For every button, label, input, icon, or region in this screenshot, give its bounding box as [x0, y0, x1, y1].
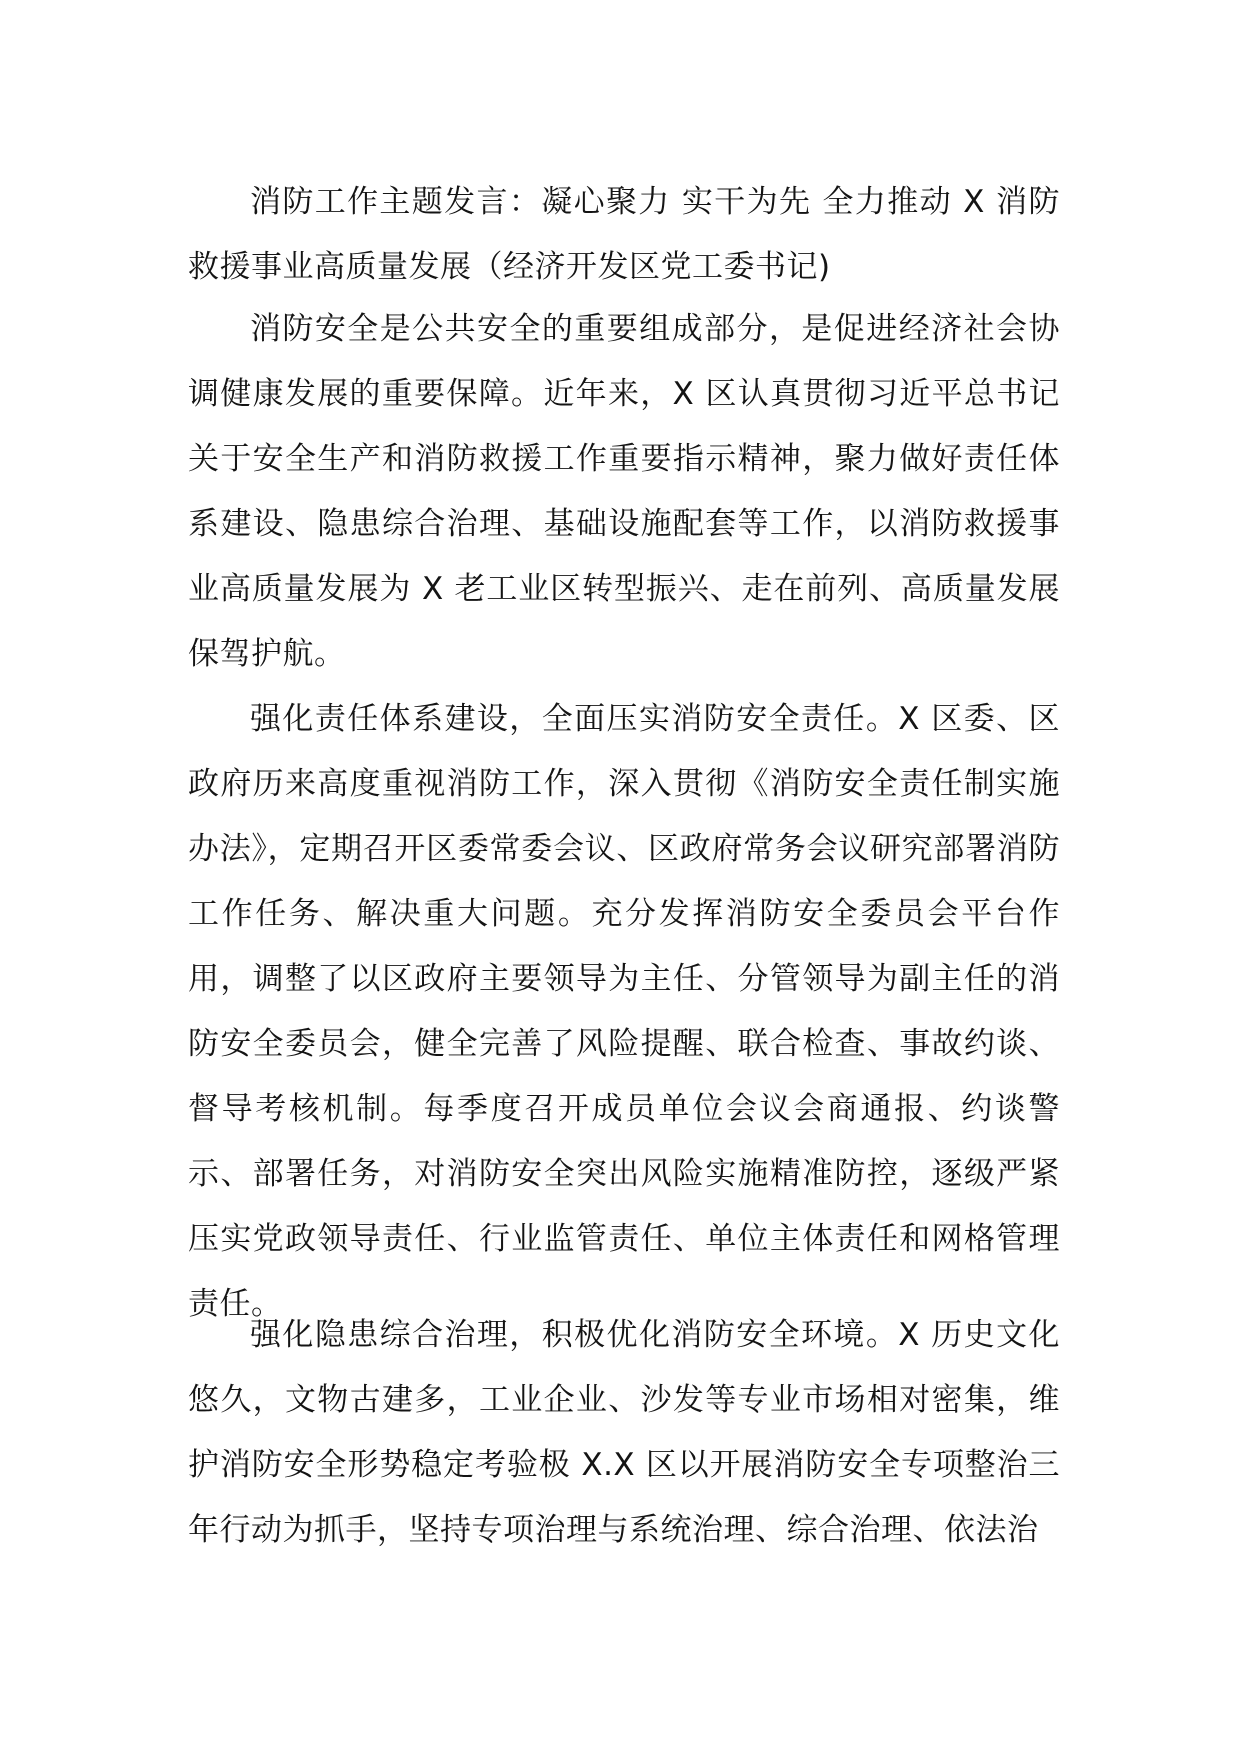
- paragraph-hazard-governance: 强化隐患综合治理，积极优化消防安全环境。X 历史文化悠久，文物古建多，工业企业、沙发等专业市场相对密集，维护消防安全形势稳定考验极 X.X 区以开展消防安全专项整治三年行动为抓手，坚持专项治理与系统治理、综合治理、依法治: [188, 1317, 1060, 1548]
- paragraph-responsibility: 强化责任体系建设，全面压实消防安全责任。X 区委、区政府历来高度重视消防工作，深入贯彻《消防安全责任制实施办法》，定期召开区委常委会议、区政府常务会议研究部署消防工作任务、解决重大问题。充分发挥消防安全委员会平台作用，调整了以区政府主要领导为主任、分管领导为副主任的消防安全委员会，健全完善了风险提醒、联合检查、事故约谈、督导考核机制。每季度召开成员单位会议会商通报、约谈警示、部署任务，对消防安全突出风险实施精准防控，逐级严紧压实党政领导责任、行业监管责任、单位主体责任和网格管理责任。: [188, 701, 1060, 1322]
- document-title: 消防工作主题发言：凝心聚力 实干为先 全力推动 X 消防救援事业高质量发展（经济开发区党工委书记): [188, 184, 1060, 285]
- paragraph-intro: 消防安全是公共安全的重要组成部分，是促进经济社会协调健康发展的重要保障。近年来，X 区认真贯彻习近平总书记关于安全生产和消防救援工作重要指示精神，聚力做好责任体系建设、隐患综合治理、基础设施配套等工作，以消防救援事业高质量发展为 X 老工业区转型振兴、走在前列、高质量发展保驾护航。: [188, 311, 1060, 672]
